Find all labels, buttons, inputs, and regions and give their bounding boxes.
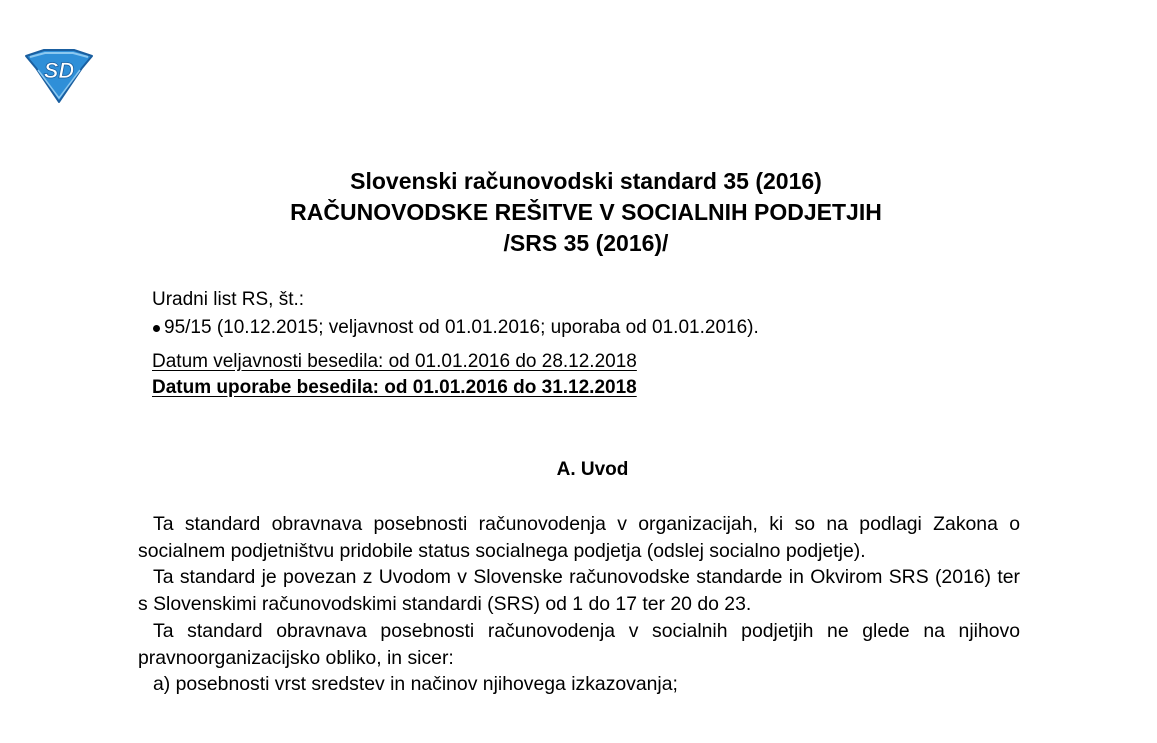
sd-shield-logo-icon [22,48,96,104]
official-gazette-info [152,286,759,342]
paragraph: Ta standard obravnava posebnosti računovodenja v organizacijah, ki so na podlagi Zakona o socialnem podjetništvu pridobile status socialnega podjetja (odslej socialno podjetje). [138,513,1020,562]
body-text [138,511,1020,698]
gazette-label: Uradni list RS, št.: [152,289,305,310]
paragraph: Ta standard je povezan z Uvodom v Slovenske računovodske standarde in Okvirom SRS (2016) ter s Slovenskimi računovodskimi standardi (SRS) od 1 do 17 ter 20 do 23. [138,566,1020,616]
paragraph: Ta standard obravnava posebnosti računovodenja v socialnih podjetjih ne glede na njihovo pravnoorganizacijsko obliko, in sicer: [138,619,1020,669]
logo-text: SD [43,58,75,83]
document-title [0,166,1157,259]
validity-date: Datum veljavnosti besedila: od 01.01.2016 do 28.12.2018 [152,351,637,372]
title-line-3: /SRS 35 (2016)/ [503,230,669,256]
bullet-icon [153,325,160,332]
gazette-entry-row [152,314,759,342]
section-heading: A. Uvod [556,459,629,480]
application-date: Datum uporabe besedila: od 01.01.2016 do 31.12.2018 [152,377,637,398]
title-line-2: RAČUNOVODSKE REŠITVE V SOCIALNIH PODJETJIH [290,199,882,225]
title-line-1: Slovenski računovodski standard 35 (2016) [350,168,822,194]
sd-logo [22,48,96,104]
text-dates [152,349,637,401]
paragraph: a) posebnosti vrst sredstev in načinov njihovega izkazovanja; [153,673,678,696]
gazette-entry: 95/15 (10.12.2015; veljavnost od 01.01.2016; uporaba od 01.01.2016). [164,317,759,338]
